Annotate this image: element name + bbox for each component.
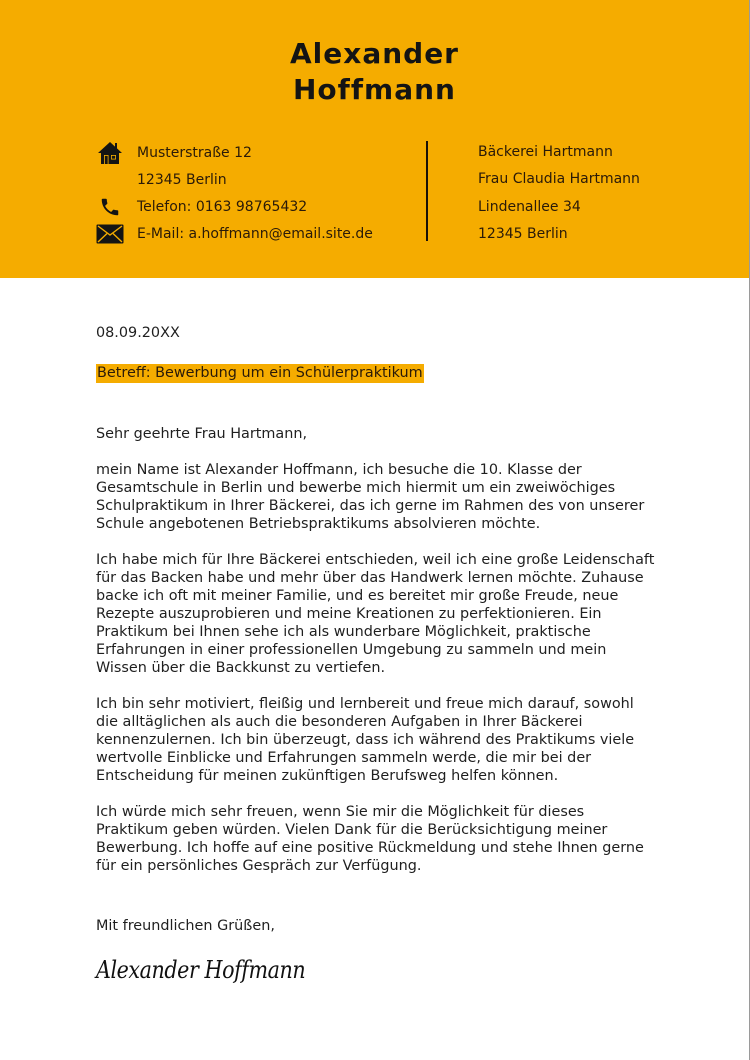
paragraph-closing: Ich würde mich sehr freuen, wenn Sie mir die Möglichkeit für dieses Praktikum geben würden. Vielen Dank für die Berücksichtigung meiner Bewerbung. Ich hoffe auf eine positive Rückmeldung und stehe Ihnen gerne für ein persönliches Gespräch zur Verfügung. [96,804,644,874]
envelope-icon [96,222,124,246]
sender-email-link[interactable]: E-Mail: a.hoffmann@email.site.de [137,225,373,242]
header-banner [0,0,749,278]
recipient-street: Lindenallee 34 [478,198,581,215]
recipient-company: Bäckerei Hartmann [478,143,613,160]
recipient-city: 12345 Berlin [478,226,568,243]
sender-street: Musterstraße 12 [137,144,252,161]
sender-phone-link[interactable]: Telefon: 0163 98765432 [137,198,308,215]
closing-phrase: Mit freundlichen Grüßen, [96,918,275,934]
signature: Alexander Hoffmann [96,956,306,984]
recipient-address-block [478,138,640,248]
paragraph-qualities: Ich bin sehr motiviert, fleißig und lernbereit und freue mich darauf, sowohl die alltäglichen als auch die besonderen Aufgaben in Ihrer Bäckerei kennenzulernen. Ich bin überzeugt, dass ich während des Praktikums viele wertvolle Einblicke und Erfahrungen sammeln werde, die mir bei der Entscheidung für meinen zukünftigen Berufsweg helfen können. [96,696,635,784]
applicant-last-name: Hoffmann [293,73,456,106]
paragraph-motivation: Ich habe mich für Ihre Bäckerei entschieden, weil ich eine große Leidenschaft für das Backen habe und mehr über das Handwerk lernen möchte. Zuhause backe ich oft mit meiner Familie, und es bereitet mir große Freude, neue Rezepte auszuprobieren und meine Kreationen zu perfektionieren. Ein Praktikum bei Ihnen sehe ich als wunderbare Möglichkeit, praktische Erfahrungen in einer professionellen Umgebung zu sammeln und mein Wissen über die Backkunst zu vertiefen. [96,552,655,676]
recipient-contact: Frau Claudia Hartmann [478,171,640,188]
header-divider [426,141,428,241]
sender-email-row [96,220,373,247]
applicant-name [0,36,749,108]
salutation: Sehr geehrte Frau Hartmann, [96,426,308,442]
sender-contact-block [96,139,373,247]
paragraph-intro: mein Name ist Alexander Hoffmann, ich besuche die 10. Klasse der Gesamtschule in Berlin und bewerbe mich hiermit um ein zweiwöchiges Schulpraktikum in Ihrer Bäckerei, das ich gerne im Rahmen des von unserer Schule angebotenen Betriebspraktikums absolvieren möchte. [96,462,645,532]
letter-body [96,324,656,985]
sender-city-row [96,166,373,193]
phone-icon [96,195,124,219]
applicant-first-name: Alexander [290,37,459,70]
sender-city: 12345 Berlin [137,171,227,188]
subject-line: Betreff: Bewerbung um ein Schülerpraktikum [97,365,423,381]
sender-street-row [96,139,373,166]
house-icon [96,141,124,165]
letter-date: 08.09.20XX [96,325,180,341]
sender-phone-row [96,193,373,220]
